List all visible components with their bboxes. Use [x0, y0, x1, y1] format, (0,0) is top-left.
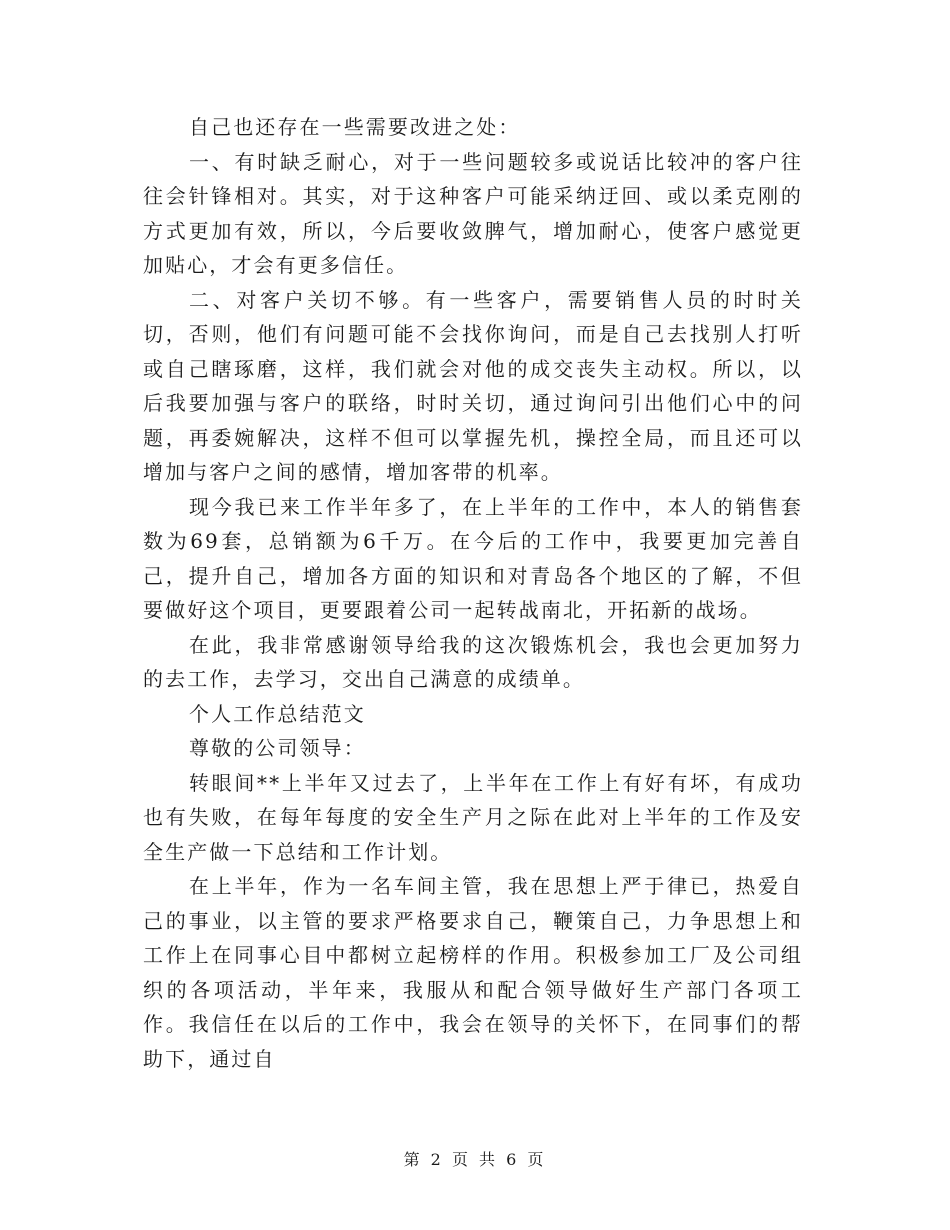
paragraph-customer-care: 二、对客户关切不够。有一些客户，需要销售人员的时时关切，否则，他们有问题可能不会找你询问，而是自己去找别人打听或自己瞎琢磨，这样，我们就会对他的成交丧失主动权。所以，以后我要加强与客户的联络，时时关切，通过询问引出他们心中的问题，再委婉解决，这样不但可以掌握先机，操控全局，而且还可以增加与客户之间的感情，增加客带的机率。 — [143, 287, 803, 484]
page-number-footer: 第 2 页 共 6 页 — [403, 1150, 547, 1169]
paragraph-patience: 一、有时缺乏耐心，对于一些问题较多或说话比较冲的客户往往会针锋相对。其实，对于这种客户可能采纳迂回、或以柔克刚的方式更加有效，所以，今后要收敛脾气，增加耐心，使客户感觉更加贴心，才会有更多信任。 — [143, 149, 803, 277]
document-body — [143, 110, 803, 1076]
section-heading: 个人工作总结范文 — [189, 701, 366, 726]
paragraph-workshop-supervisor: 在上半年，作为一名车间主管，我在思想上严于律已，热爱自己的事业，以主管的要求严格要求自己，鞭策自己，力争思想上和工作上在同事心目中都树立起榜样的作用。积极参加工厂及公司组织的各项活动，半年来，我服从和配合领导做好生产部门各项工作。我信任在以后的工作中，我会在领导的关怀下，在同事们的帮助下，通过自 — [143, 874, 803, 1071]
paragraph-sales-results: 现今我已来工作半年多了，在上半年的工作中，本人的销售套数为69套，总销额为6千万。在今后的工作中，我要更加完善自己，提升自己，增加各方面的知识和对青岛各个地区的了解，不但要做好这个项目，更要跟着公司一起转战南北，开拓新的战场。 — [143, 494, 803, 622]
paragraph-thanks: 在此，我非常感谢领导给我的这次锻炼机会，我也会更加努力的去工作，去学习，交出自己满意的成绩单。 — [143, 632, 803, 691]
paragraph-half-year-review: 转眼间**上半年又过去了，上半年在工作上有好有坏，有成功也有失败，在每年每度的安全生产月之际在此对上半年的工作及安全生产做一下总结和工作计划。 — [143, 770, 803, 864]
salutation: 尊敬的公司领导： — [189, 736, 366, 760]
paragraph-improvement-intro: 自己也还存在一些需要改进之处： — [189, 115, 521, 139]
